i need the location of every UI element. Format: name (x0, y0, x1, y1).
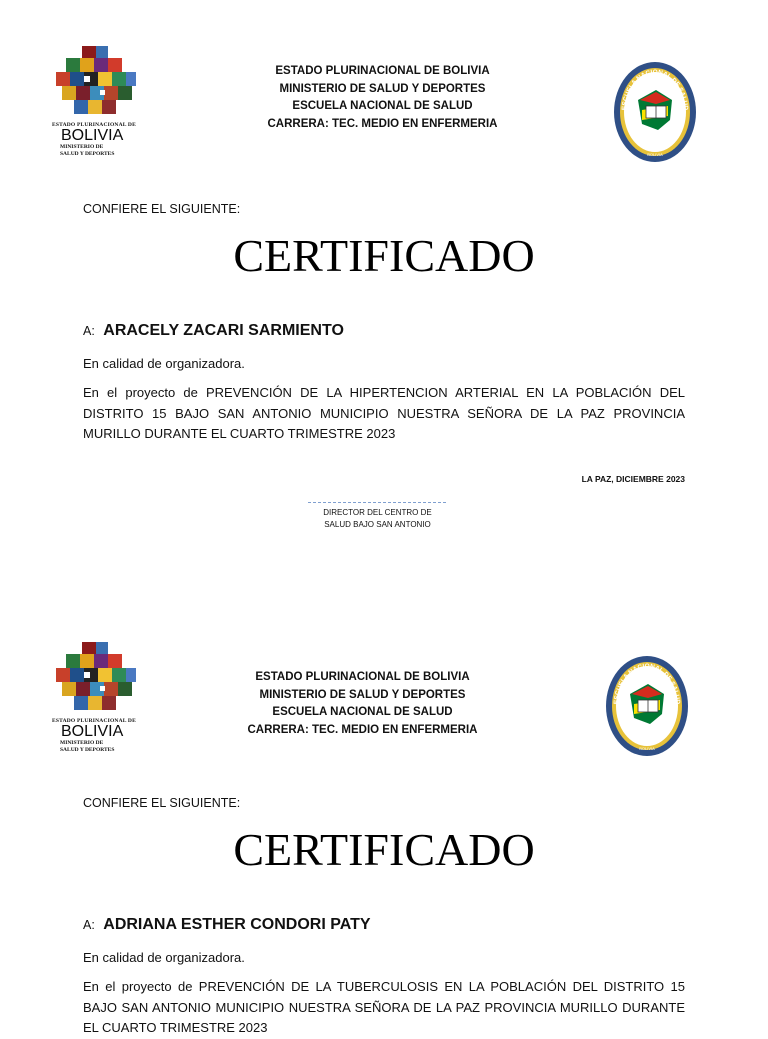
header-line-1: ESTADO PLURINACIONAL DE BOLIVIA (255, 671, 470, 683)
logo-small-text: ESTADO PLURINACIONAL DE (52, 718, 136, 724)
confiere-label: CONFIERE EL SIGUIENTE: (83, 796, 241, 810)
confiere-label: CONFIERE EL SIGUIENTE: (83, 202, 241, 216)
signature-line (308, 502, 446, 503)
logo-bolivia-text: BOLIVIA (61, 127, 124, 144)
header-line-2: MINISTERIO DE SALUD Y DEPORTES (259, 688, 466, 701)
logo-sub-line-2: SALUD Y DEPORTES (60, 747, 115, 753)
bolivia-ministry-logo (52, 46, 142, 158)
bolivia-ministry-logo (52, 642, 142, 754)
header-line-3: ESCUELA NACIONAL DE SALUD (272, 706, 453, 718)
certificate-title: CERTIFICADO (233, 824, 535, 875)
logo-sub-line-1: MINISTERIO DE (60, 144, 104, 150)
school-seal-icon (612, 60, 698, 164)
role-text: En calidad de organizadora. (83, 950, 245, 965)
project-description: En el proyecto de PREVENCIÓN DE LA TUBERCULOSIS EN LA POBLACIÓN DEL DISTRITO 15 BAJO SAN ANTONIO MUNICIPIO NUESTRA SEÑORA DE LA PAZ PROVINCIA MURILLO DURANTE EL CUARTO TRIMESTRE 2023 (83, 979, 685, 1035)
issue-date: LA PAZ, DICIEMBRE 2023 (581, 474, 685, 484)
recipient-prefix: A: (83, 918, 95, 932)
seal-bottom-text: BOLIVIA (647, 152, 663, 157)
certificate-title: CERTIFICADO (233, 230, 535, 281)
logo-bolivia-text: BOLIVIA (61, 723, 124, 740)
andean-mosaic-icon (56, 46, 136, 118)
institution-header (240, 669, 485, 739)
seal-bottom-text: BOLIVIA (639, 746, 655, 751)
header-line-4: CARRERA: TEC. MEDIO EN ENFERMERIA (267, 117, 498, 130)
seal-ring-text: ESCUELA NACIONAL DE SALUD (620, 69, 690, 111)
signer-title (300, 507, 455, 531)
signer-line-1: DIRECTOR DEL CENTRO DE (323, 508, 432, 517)
recipient-name: ADRIANA ESTHER CONDORI PATY (103, 916, 371, 933)
project-description: En el proyecto de PREVENCIÓN DE LA HIPERTENCION ARTERIAL EN LA POBLACIÓN DEL DISTRITO 15 BAJO SAN ANTONIO MUNICIPIO NUESTRA SEÑORA DE LA PAZ PROVINCIA MURILLO DURANTE EL CUARTO TRIMESTRE 2023 (83, 385, 685, 441)
header-line-2: MINISTERIO DE SALUD Y DEPORTES (279, 82, 486, 95)
recipient-line (83, 916, 371, 934)
seal-ring-text: ESCUELA NACIONAL DE SALUD (612, 663, 682, 705)
certificate-2 (0, 600, 768, 1035)
recipient-name: ARACELY ZACARI SARMIENTO (103, 322, 344, 339)
logo-small-text: ESTADO PLURINACIONAL DE (52, 122, 136, 128)
logo-sub-line-2: SALUD Y DEPORTES (60, 151, 115, 157)
institution-header (260, 63, 505, 133)
logo-sub-line-1: MINISTERIO DE (60, 740, 104, 746)
signer-line-2: SALUD BAJO SAN ANTONIO (324, 520, 431, 529)
school-seal-icon (604, 654, 690, 758)
recipient-prefix: A: (83, 324, 95, 338)
header-line-1: ESTADO PLURINACIONAL DE BOLIVIA (275, 65, 490, 77)
header-line-3: ESCUELA NACIONAL DE SALUD (292, 100, 473, 112)
header-line-4: CARRERA: TEC. MEDIO EN ENFERMERIA (247, 723, 478, 736)
recipient-line (83, 322, 344, 340)
andean-mosaic-icon (56, 642, 136, 714)
role-text: En calidad de organizadora. (83, 356, 245, 371)
